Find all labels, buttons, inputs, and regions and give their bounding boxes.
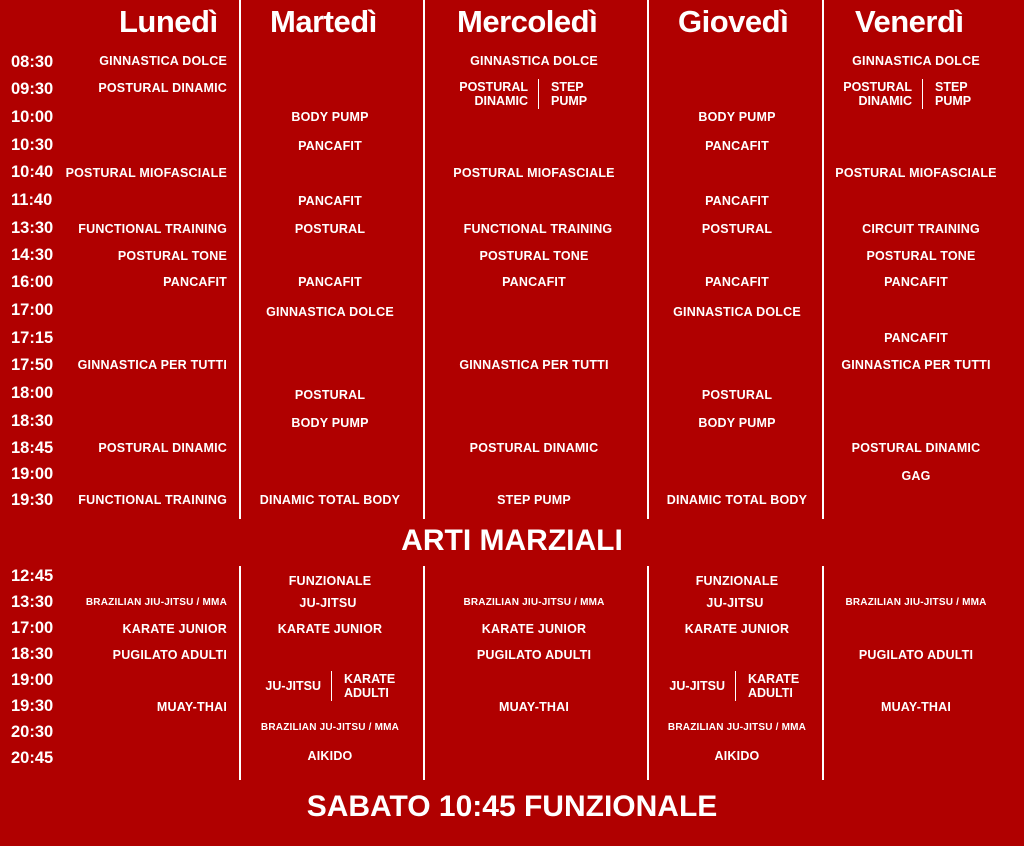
time-label: 18:30 (11, 412, 54, 430)
class-item: POSTURAL DINAMIC (851, 441, 981, 455)
class-item: GINNASTICA PER TUTTI (77, 358, 227, 372)
class-item: POSTURAL DINAMIC (98, 81, 227, 95)
split-class (440, 79, 630, 109)
class-item: CIRCUIT TRAINING (862, 222, 980, 236)
class-item: PUMP (551, 94, 588, 108)
class-item: POSTURAL DINAMIC (469, 441, 599, 455)
time-label: 11:40 (11, 191, 53, 209)
class-item: PANCAFIT (705, 275, 769, 289)
class-item: JU-JITSU (706, 596, 764, 610)
split-class (250, 671, 395, 701)
class-item: ADULTI (344, 686, 389, 700)
time-label: 17:50 (11, 356, 54, 374)
time-label: 19:30 (11, 491, 54, 509)
class-item: KARATE (748, 672, 800, 686)
class-item: BRAZILIAN JIU-JITSU / MMA (845, 597, 987, 608)
class-item: GINNASTICA DOLCE (266, 305, 394, 319)
class-item: STEP (935, 80, 968, 94)
class-item: PANCAFIT (298, 275, 362, 289)
class-item: JU-JITSU (299, 596, 357, 610)
class-item: DINAMIC TOTAL BODY (666, 493, 808, 507)
time-label: 10:40 (11, 163, 54, 181)
class-item: POSTURAL (459, 80, 528, 94)
column-divider (423, 0, 425, 519)
class-item: PANCAFIT (705, 139, 769, 153)
class-item: PUGILATO ADULTI (476, 648, 592, 662)
class-item: FUNCTIONAL TRAINING (78, 493, 227, 507)
class-item: ADULTI (748, 686, 793, 700)
class-item: BRAZILIAN JIU-JITSU / MMA (463, 597, 605, 608)
time-label: 10:00 (11, 108, 54, 126)
class-item: POSTURAL TONE (866, 249, 976, 263)
day-header-lunedi: Lunedì (119, 4, 218, 39)
day-header-martedi: Martedì (270, 4, 377, 39)
class-item: KARATE JUNIOR (684, 622, 790, 636)
class-item: GINNASTICA PER TUTTI (459, 358, 609, 372)
time-label: 14:30 (11, 246, 54, 264)
time-label: 13:30 (11, 593, 54, 611)
class-item: PANCAFIT (298, 139, 362, 153)
split-class (822, 79, 1012, 109)
class-item: KARATE (344, 672, 396, 686)
time-label: 20:45 (11, 749, 54, 767)
class-item: FUNZIONALE (288, 574, 372, 588)
class-item: PANCAFIT (884, 275, 948, 289)
class-item: GINNASTICA DOLCE (470, 54, 598, 68)
class-item: POSTURAL MIOFASCIALE (65, 166, 227, 180)
time-label: 17:00 (11, 301, 54, 319)
class-item: POSTURAL (701, 222, 773, 236)
day-header-giovedi: Giovedì (678, 4, 789, 39)
class-item: PANCAFIT (502, 275, 566, 289)
time-label: 17:15 (11, 329, 54, 347)
class-item: DINAMIC TOTAL BODY (259, 493, 401, 507)
time-label: 16:00 (11, 273, 54, 291)
class-item: MUAY-THAI (156, 700, 227, 714)
class-item: FUNCTIONAL TRAINING (78, 222, 227, 236)
time-label: 12:45 (11, 567, 54, 585)
column-divider (822, 0, 824, 519)
class-item: AIKIDO (714, 749, 760, 763)
time-label: 10:30 (11, 136, 54, 154)
class-item: KARATE JUNIOR (481, 622, 587, 636)
time-label: 17:00 (11, 619, 54, 637)
class-item: GINNASTICA DOLCE (852, 54, 980, 68)
column-divider (239, 0, 241, 519)
class-item: PANCAFIT (298, 194, 362, 208)
class-item: FUNZIONALE (695, 574, 779, 588)
column-divider (647, 0, 649, 519)
class-item: FUNCTIONAL TRAINING (463, 222, 613, 236)
class-item: BRAZILIAN JU-JITSU / MMA (667, 722, 807, 733)
class-item: POSTURAL (843, 80, 912, 94)
column-divider (647, 566, 649, 780)
day-header-venerdi: Venerdì (855, 4, 964, 39)
class-item: PUMP (935, 94, 972, 108)
class-item: MUAY-THAI (880, 700, 952, 714)
class-item: PUGILATO ADULTI (858, 648, 974, 662)
class-item: PANCAFIT (884, 331, 948, 345)
time-label: 18:45 (11, 439, 54, 457)
time-label: 20:30 (11, 723, 54, 741)
class-item: POSTURAL TONE (479, 249, 589, 263)
class-item: BODY PUMP (291, 110, 369, 124)
class-item: BODY PUMP (698, 416, 776, 430)
time-label: 19:00 (11, 671, 54, 689)
class-item: GAG (901, 469, 931, 483)
class-item: JU-JITSU (265, 679, 321, 693)
section-title: ARTI MARZIALI (401, 524, 623, 557)
class-item: POSTURAL (701, 388, 773, 402)
class-item: PANCAFIT (163, 275, 227, 289)
class-item: POSTURAL MIOFASCIALE (453, 166, 615, 180)
time-label: 18:00 (11, 384, 54, 402)
class-item: BODY PUMP (291, 416, 369, 430)
class-item: JU-JITSU (669, 679, 725, 693)
class-item: BODY PUMP (698, 110, 776, 124)
class-item: AIKIDO (307, 749, 353, 763)
time-label: 18:30 (11, 645, 54, 663)
class-item: BRAZILIAN JU-JITSU / MMA (260, 722, 400, 733)
time-label: 13:30 (11, 219, 54, 237)
column-divider (822, 566, 824, 780)
class-item: GINNASTICA PER TUTTI (841, 358, 991, 372)
split-class (654, 671, 799, 701)
time-label: 09:30 (11, 80, 54, 98)
column-divider (239, 566, 241, 780)
class-item: PUGILATO ADULTI (112, 648, 227, 662)
class-item: STEP (551, 80, 584, 94)
class-item: STEP PUMP (497, 493, 571, 507)
class-item: DINAMIC (858, 94, 912, 108)
time-label: 19:30 (11, 697, 54, 715)
class-item: KARATE JUNIOR (277, 622, 383, 636)
day-header-mercoledi: Mercoledì (457, 4, 598, 39)
class-item: POSTURAL MIOFASCIALE (835, 166, 997, 180)
class-item: BRAZILIAN JIU-JITSU / MMA (85, 597, 227, 608)
column-divider (423, 566, 425, 780)
class-item: PANCAFIT (705, 194, 769, 208)
class-item: DINAMIC (474, 94, 528, 108)
time-label: 08:30 (11, 53, 54, 71)
class-item: GINNASTICA DOLCE (99, 54, 227, 68)
class-item: KARATE JUNIOR (122, 622, 227, 636)
class-item: POSTURAL TONE (117, 249, 227, 263)
time-label: 19:00 (11, 465, 54, 483)
class-item: GINNASTICA DOLCE (673, 305, 801, 319)
class-item: POSTURAL (294, 222, 366, 236)
footer-note: SABATO 10:45 FUNZIONALE (306, 790, 718, 823)
class-item: POSTURAL DINAMIC (98, 441, 227, 455)
class-item: POSTURAL (294, 388, 366, 402)
class-item: MUAY-THAI (498, 700, 570, 714)
